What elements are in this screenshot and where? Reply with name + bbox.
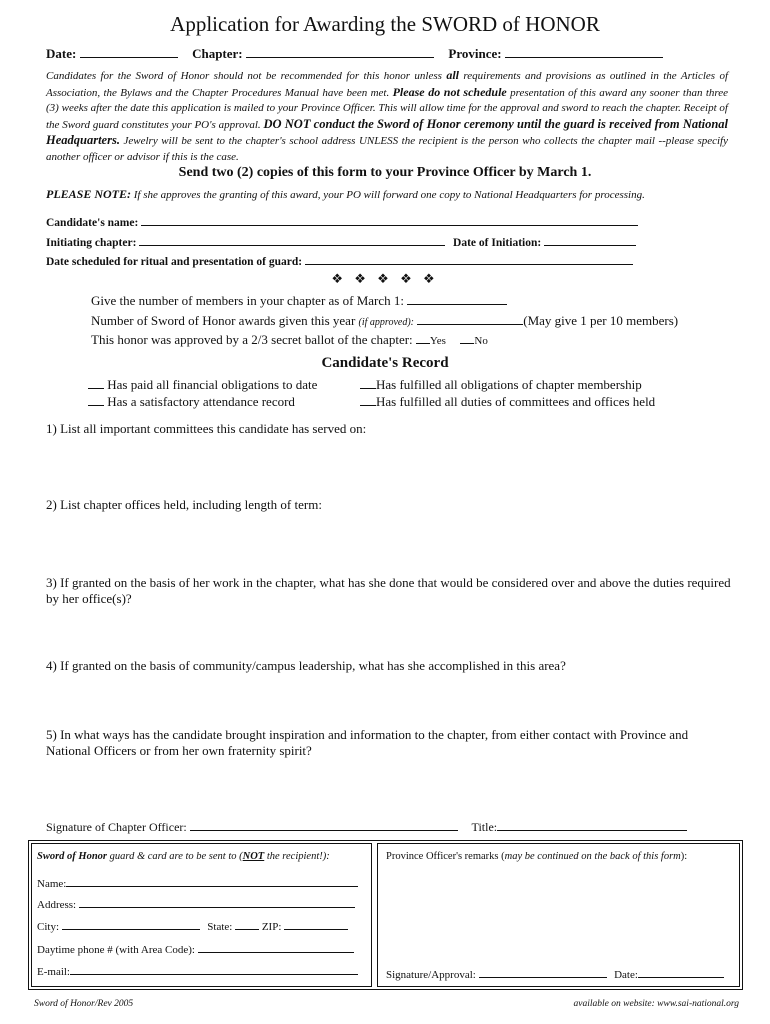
send-instruction: Send two (2) copies of this form to your Province Officer by March 1.: [178, 165, 592, 180]
please-note: [46, 187, 645, 202]
record-check-obligations[interactable]: [360, 375, 376, 389]
initiation-row: [46, 232, 636, 249]
ballot-no-label: No: [474, 335, 488, 347]
ballot-no-field[interactable]: [460, 330, 474, 344]
intro-all: all: [446, 68, 459, 82]
record-label-obligations: Has fulfilled all obligations of chapter membership: [376, 377, 642, 392]
record-check-financial[interactable]: [88, 375, 104, 389]
shipping-heading: [37, 851, 330, 862]
ritual-date-field[interactable]: [305, 251, 633, 265]
ship-phone-row: [37, 939, 354, 956]
intro-paragraph: Candidates for the Sword of Honor should not be recommended for this honor unless all requirements and provisions as outlined in the Articles of Association, the Bylaws and the Chapter Procedures Manual have been met. Please do not schedule presentation of this award any sooner than three (3) weeks after the date this application is mailed to your Province Officer. This will allow time for the approval and sword to reach the chapter. Receipt of the Sword guard constitutes your PO's approval. DO NOT conduct the Sword of Honor ceremony until the guard is received from National Headquarters. Jewelry will be sent to the chapter's school address UNLESS the recipient is the person who collects the chapter mail --please specify another officer or advisor if this is the case.: [46, 68, 729, 163]
remarks-signature-row: [386, 964, 724, 981]
please-note-label: PLEASE NOTE:: [46, 187, 132, 201]
ship-zip-label: ZIP:: [261, 921, 282, 933]
intro-do-not-schedule: Please do not schedule: [392, 84, 507, 99]
question-2: 2) List chapter offices held, including length of term:: [46, 497, 322, 512]
province-field[interactable]: [505, 44, 663, 58]
ship-zip-field[interactable]: [284, 916, 348, 930]
ship-address-field[interactable]: [79, 894, 355, 908]
question-1: 1) List all important committees this candidate has served on:: [46, 421, 367, 436]
ship-name-row: [37, 873, 358, 890]
remarks-heading-label: Province Officer's remarks (: [386, 851, 505, 862]
members-label: Give the number of members in your chapter as of March 1:: [91, 293, 404, 308]
officer-signature-field[interactable]: [190, 817, 458, 831]
province-label: Province:: [448, 46, 502, 61]
approval-signature-label: Signature/Approval:: [386, 969, 476, 981]
ship-city-row: [37, 916, 348, 933]
date-of-initiation-label: Date of Initiation:: [453, 237, 542, 249]
record-item: [360, 392, 655, 410]
record-check-duties[interactable]: [360, 392, 376, 406]
footer-website: available on website: www.sai-national.org: [573, 999, 739, 1009]
candidate-name-row: [46, 212, 638, 229]
date-field[interactable]: [80, 44, 178, 58]
approval-date-label: Date:: [614, 969, 638, 981]
footer-revision: Sword of Honor/Rev 2005: [34, 999, 134, 1009]
record-check-attendance[interactable]: [88, 392, 104, 406]
question-5: 5) In what ways has the candidate brought inspiration and information to the chapter, from either contact with Province and National Officers or from her own fraternity spirit?: [46, 727, 689, 758]
awards-row: [91, 311, 678, 329]
shipping-heading-sword: Sword of Honor: [37, 851, 108, 862]
record-item: [88, 392, 295, 410]
ship-email-field[interactable]: [70, 961, 358, 975]
title-label: Title:: [471, 820, 498, 834]
date-label: Date:: [46, 46, 77, 61]
remarks-heading: [386, 851, 687, 862]
ship-email-row: [37, 961, 358, 978]
shipping-heading-tail: the recipient!):: [266, 851, 330, 862]
page-title: Application for Awarding the SWORD of HONOR: [170, 12, 600, 36]
members-row: [91, 291, 507, 309]
awards-limit: (May give 1 per 10 members): [523, 313, 679, 328]
awards-label: Number of Sword of Honor awards given this year: [91, 313, 356, 328]
approval-date-field[interactable]: [638, 964, 724, 978]
ship-city-field[interactable]: [62, 916, 200, 930]
intro-do-not-conduct: DO NOT conduct the Sword of Honor ceremony until the guard is received from National Headquarters.: [46, 116, 729, 148]
chapter-label: Chapter:: [192, 46, 243, 61]
ballot-row: [91, 330, 488, 348]
question-4: 4) If granted on the basis of community/campus leadership, what has she accomplished in this area?: [46, 658, 566, 673]
ballot-yes-label: Yes: [429, 335, 446, 347]
ritual-date-label: Date scheduled for ritual and presentation of guard:: [46, 256, 303, 268]
ship-state-label: State:: [207, 921, 233, 933]
chapter-field[interactable]: [246, 44, 434, 58]
shipping-heading-not: NOT: [242, 851, 265, 862]
ship-name-label: Name:: [37, 878, 67, 890]
ship-email-label: E-mail:: [37, 966, 70, 978]
record-label-attendance: Has a satisfactory attendance record: [107, 394, 295, 409]
ship-phone-field[interactable]: [198, 939, 354, 953]
record-label-duties: Has fulfilled all duties of committees and offices held: [376, 394, 656, 409]
header-fields: [46, 44, 663, 62]
ritual-date-row: [46, 251, 633, 268]
ship-city-label: City:: [37, 921, 60, 933]
candidate-name-label: Candidate's name:: [46, 217, 139, 229]
remarks-heading-note: may be continued on the back of this form: [504, 851, 681, 862]
approval-signature-field[interactable]: [479, 964, 607, 978]
title-field[interactable]: [497, 817, 687, 831]
ship-state-field[interactable]: [235, 916, 259, 930]
initiating-chapter-field[interactable]: [139, 232, 445, 246]
members-field[interactable]: [407, 291, 507, 305]
record-item: [88, 375, 317, 393]
ship-name-field[interactable]: [66, 873, 358, 887]
officer-signature-label: Signature of Chapter Officer:: [46, 820, 187, 834]
ship-address-label: Address:: [37, 899, 77, 911]
please-note-text: If she approves the granting of this award, your PO will forward one copy to National Headquarters for processing.: [133, 189, 645, 201]
awards-field[interactable]: [417, 311, 523, 325]
ballot-yes-field[interactable]: [416, 330, 430, 344]
initiating-chapter-label: Initiating chapter:: [46, 237, 137, 249]
ship-phone-label: Daytime phone # (with Area Code):: [37, 944, 195, 956]
candidate-name-field[interactable]: [141, 212, 638, 226]
diamond-divider: ❖ ❖ ❖ ❖ ❖: [331, 271, 439, 286]
ship-address-row: [37, 894, 355, 911]
remarks-heading-tail: ):: [680, 851, 688, 862]
record-heading: Candidate's Record: [321, 355, 449, 371]
signature-row: [46, 817, 687, 835]
awards-note: (if approved):: [358, 317, 414, 328]
question-3: 3) If granted on the basis of her work in the chapter, what has she done that would be considered over and above the duties required by her office(s)?: [46, 575, 731, 606]
date-of-initiation-field[interactable]: [544, 232, 636, 246]
shipping-heading-text: guard & card are to be sent to (: [109, 851, 243, 862]
ballot-label: This honor was approved by a 2/3 secret ballot of the chapter:: [91, 332, 413, 347]
record-item: [360, 375, 642, 393]
record-label-financial: Has paid all financial obligations to date: [107, 377, 318, 392]
